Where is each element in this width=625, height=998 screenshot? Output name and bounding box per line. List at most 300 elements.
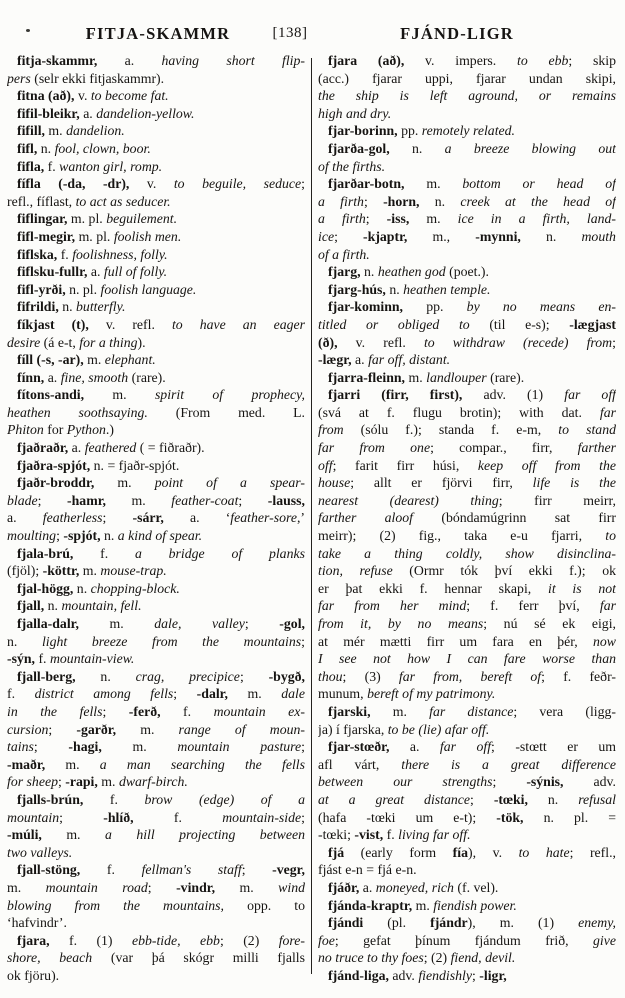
text-run: brow (edge) of a [144,791,305,807]
text-run: thou [318,668,343,684]
text-run: no truce to thy foes [318,950,424,966]
text-run: mountain-side [222,809,302,825]
text-run: n. [411,140,445,156]
text-run: dandelion-yellow. [96,105,195,121]
dictionary-line [318,809,616,827]
text-run: give [593,932,616,948]
text-run: m. [87,352,105,368]
dictionary-line [7,351,305,369]
text-run: crag, precipice [135,668,240,684]
text-run: fíkjast (t), [17,316,106,332]
dictionary-line [318,791,616,809]
text-run: ; [239,668,269,684]
text-run: m. [66,827,105,843]
text-run: f. [7,686,35,702]
text-run: m. [392,703,430,719]
text-run: m. [426,176,463,192]
text-run: dandelion. [66,123,125,139]
text-run: fore- [278,932,305,948]
dictionary-line [318,597,616,615]
text-run: f. [100,545,135,561]
text-run: fiflsku-fullr, [17,264,91,280]
text-run: n. [547,791,579,807]
text-run: fjara, [17,932,69,948]
text-run: ; firr meirr, [498,492,616,508]
text-run: of the firths. [318,158,386,174]
dictionary-line [7,105,305,123]
text-run: -horn, [383,193,435,209]
text-run: adv. (1) [483,387,565,403]
text-run: nearest (dearest) thing [318,492,499,508]
text-run: tains [7,739,34,755]
dictionary-line [7,439,305,457]
text-run: -hlíð, [103,809,174,825]
text-run: n. pl. [69,281,101,297]
text-run: there is a great difference [401,756,616,772]
text-run: of a firth. [318,246,370,262]
text-run: ; [48,721,77,737]
text-run: f. [386,827,399,843]
text-run: -tœki; [318,827,355,843]
text-run: to withdraw (recede) from [423,334,613,350]
text-run: n. = fjaðr-spjót. [93,457,180,473]
text-run: opp. to [247,897,305,913]
dictionary-line [318,87,616,105]
text-run: (From med. L. [175,404,305,420]
dictionary-line [7,844,305,862]
text-run: a. [71,440,85,456]
text-run: -bygð, [268,668,305,684]
dictionary-line [7,316,305,334]
text-run: fjarg, [328,264,365,280]
text-run: mountain ex- [213,703,305,719]
text-run: n. [76,580,91,596]
text-run: range of moun- [178,721,305,737]
text-run: -dalr, [196,686,248,702]
text-run: meirr); (2) fig., taka e-u fjarri, [318,528,606,544]
text-run: fifil-bleikr, [17,105,84,121]
dictionary-line [318,685,616,703]
text-run: dale, valley [154,616,245,631]
dictionary-line [7,738,305,756]
text-run: desire [7,334,44,350]
text-run: m. [65,756,100,772]
dictionary-line [318,826,616,844]
text-run: ). [137,334,146,350]
text-run: -vegr, [272,862,305,878]
text-run: v. [146,176,174,192]
dictionary-line [318,756,616,774]
text-run: m. pl. [78,228,114,244]
text-run: bottom or head of [462,176,616,192]
text-run: a. [7,510,43,526]
text-run: remotely related. [421,123,516,139]
text-run: fellman's staff [141,862,242,878]
text-run: (fjöl); [7,563,43,579]
text-run: wind [278,879,305,895]
running-head-left: FITJA-SKAMMR [85,24,231,43]
text-run: fjal-högg, [17,580,77,596]
dictionary-line [7,175,305,193]
text-run: -tœki, [493,791,548,807]
text-run: n. [364,264,378,280]
text-run: bereft of my patrimony. [367,686,496,702]
dictionary-line [318,844,616,862]
text-run: elephant. [104,352,156,368]
text-run: to [605,528,616,544]
text-run: ; [33,739,69,755]
page-header [0,0,625,52]
text-run: keep off from the [477,457,616,473]
text-run: fjándi [328,915,388,931]
text-run: a. [124,53,162,68]
text-run: to be (lie) afar off. [387,721,490,737]
text-run: -vindr, [176,879,240,895]
text-run: fiend, devil. [450,950,516,966]
text-run: take a thing coldly, show disinclina- [318,545,616,561]
text-run: feathered [84,440,140,456]
text-run: pp. [401,123,422,139]
text-run: blade [7,492,38,508]
dictionary-line [318,527,616,545]
text-run: beguilement. [106,211,178,227]
dictionary-line [7,527,305,545]
text-run: -sýnis, [526,774,594,790]
text-run: m. [101,774,119,790]
text-run: far distance [429,703,514,719]
text-run: a. [83,105,97,121]
dictionary-line [318,721,616,739]
text-run: titled or obliged to [318,316,490,332]
text-run: ; vera (ligg- [513,703,616,719]
text-run: (selr ekki fitjaskammr). [34,70,165,86]
text-run: ; [173,686,197,702]
text-run: fjall-stöng, [17,862,107,878]
dictionary-line [318,932,616,950]
column-right [318,52,616,984]
text-run: ja) í fjarska, [318,721,388,737]
dictionary-line [318,404,616,422]
dictionary-line [7,421,305,439]
dictionary-line [7,809,305,827]
text-run: fínn, [17,369,48,385]
text-run: light breeze from the mountains [41,633,302,649]
text-run: n. [389,281,404,297]
text-run: fiflska, [17,246,61,262]
text-run: fine, smooth [60,369,132,385]
text-run: fjaðra-spjót, [17,457,94,473]
text-run: m. [132,739,178,755]
text-run: ; refl., [569,844,616,860]
text-run: blowing from the mountains, [7,897,248,913]
dictionary-line [7,685,305,703]
dictionary-line [7,457,305,475]
text-run: fifl, [17,140,41,156]
text-run: feather-sore [230,510,297,526]
text-run: ice [318,228,335,244]
text-run: butterfly. [76,299,126,315]
text-run: to have an eager [171,316,305,332]
text-run: enemy, [578,915,616,931]
text-run: far from one [318,440,431,456]
text-run: foolish men. [113,228,182,244]
text-run: fjarri (firr, first), [328,387,484,403]
text-run: m. [109,616,155,631]
text-run: fiendish power. [433,897,517,913]
text-run: it is not [547,580,616,596]
text-run: ; [334,228,364,244]
text-run: m. [112,387,155,403]
text-run: ; allt er fjörvi firr, [350,475,533,491]
text-run: fjall, [17,598,48,614]
text-run: a hill projecting between [104,827,305,843]
text-run: fjalla-dalr, [17,616,110,631]
text-run: ( = fiðraðr). [139,440,205,456]
text-run: ; (3) [342,668,399,684]
running-head-right: FJÁND-LIGR [400,24,514,43]
column-divider-line [311,58,312,974]
dictionary-line [7,703,305,721]
dictionary-line [318,193,616,211]
text-run: fífla (-da, -dr), [17,176,147,192]
dictionary-line [7,298,305,316]
text-run: fjarski, [328,703,393,719]
text-run: far off [564,387,616,403]
text-run: mountain road [45,879,148,895]
text-run: between our strengths [318,774,493,790]
dictionary-line [318,421,616,439]
text-run: m. [247,686,282,702]
text-run: tion, refuse [318,563,410,579]
text-run: n. [7,633,42,649]
text-run: ice in a firth, land- [457,211,616,227]
text-run: wanton girl, romp. [59,158,163,174]
dictionary-line [318,580,616,598]
text-run: a man searching the fells [99,756,305,772]
text-run: far from her mind [318,598,467,614]
text-run: ; [301,633,305,649]
dictionary-line [7,615,305,633]
text-run: (rare). [490,369,525,385]
text-run: in the fells [7,703,103,719]
text-run: Python [66,422,106,438]
dictionary-line [7,386,305,404]
dictionary-line [318,52,616,70]
text-run: -garðr, [76,721,141,737]
text-run: ; [471,967,480,983]
text-run: -kjaptr, [363,228,433,244]
column-left [7,52,305,984]
dictionary-line [318,545,616,563]
text-run: fjánda-kraptr, [328,897,416,913]
dictionary-line [318,668,616,686]
text-run: fifl-yrði, [17,281,70,297]
text-run: fjást e-n = fjá e-n. [318,862,417,878]
text-run: ok fjöru). [7,967,60,983]
text-columns [0,52,625,984]
text-run: (á e-t, [43,334,80,350]
text-run: fjaðr-broddr, [17,475,118,491]
text-run: heathen temple. [403,281,491,297]
dictionary-line [318,439,616,457]
text-run: life is the [532,475,616,491]
text-run: moulting [7,528,57,544]
text-run: district among fells [34,686,174,702]
text-run: m. [82,563,101,579]
text-run: -lægjast [569,316,616,332]
text-run: f. (1) [68,932,132,948]
dictionary-line [318,949,616,967]
text-run: a. [90,264,104,280]
text-run: fjánd-liga, [328,967,393,983]
text-run: for [47,422,67,438]
text-run: a. [362,879,376,895]
dictionary-line [7,210,305,228]
text-run: fjá [328,844,361,860]
text-run: to become fat. [90,88,169,104]
text-run: from [318,422,361,438]
text-run: far [599,404,616,420]
dictionary-line [318,879,616,897]
text-run: to act as seducer. [75,193,171,209]
dictionary-line [7,281,305,299]
text-run: fía [452,844,468,860]
dictionary-line [318,298,616,316]
dictionary-line [318,158,616,176]
text-run: f. [173,809,223,825]
text-run: (rare). [131,369,166,385]
dictionary-line [318,316,616,334]
text-run: ; [363,193,384,209]
dictionary-line [7,650,305,668]
text-run: moneyed, rich [375,879,458,895]
text-run: heathen soothsaying. [7,404,176,420]
text-run: -ligr, [479,967,507,983]
text-run: n. [47,598,62,614]
text-run: two valleys. [7,844,73,860]
text-run: adv. [392,967,419,983]
dictionary-line [7,914,305,932]
dictionary-line [7,932,305,950]
text-run: ; [470,791,494,807]
text-run: -maðr, [7,756,66,772]
text-run: .) [105,422,114,438]
text-run: (Ormr tók því ekki f.); ok [409,563,616,579]
text-run: mountain-view. [49,651,135,667]
text-run: (bóndamúgrinn sat firr [441,510,616,526]
dictionary-line [318,386,616,404]
dictionary-line [318,861,616,879]
dictionary-line [7,509,305,527]
text-run: m. [415,897,434,913]
text-run: ; farit firr húsi, [332,457,478,473]
dictionary-line [7,228,305,246]
text-run: m. [140,721,179,737]
dictionary-line [7,791,305,809]
text-run: ; [244,616,280,631]
dictionary-line [318,703,616,721]
text-run: ), v. [468,844,519,860]
dictionary-line [7,861,305,879]
text-run: fiendishly [418,967,472,983]
text-run: now [593,633,616,649]
text-run: mountain pasture [177,739,302,755]
dictionary-line [318,967,616,985]
text-run: ; [57,774,66,790]
text-run: mouth [581,228,616,244]
text-run: the ship is left aground, or remains [318,88,616,104]
dictionary-line [318,509,616,527]
text-run: mountain, fell. [61,598,142,614]
text-run: m. pl. [70,211,107,227]
text-run: -hagi, [68,739,133,755]
text-run: shore, beach [7,950,111,966]
text-run: I see not how I can fare worse than [318,651,616,667]
text-run: ), m. (1) [467,915,579,931]
text-run: fjándr [430,915,468,931]
dictionary-line [7,263,305,281]
page-number: [138] [272,25,308,41]
text-run: at mér mætti firr um fara en þér, [318,633,593,649]
text-run: f. [60,246,73,262]
text-run: fitna (að), [17,88,78,104]
text-run: a breeze blowing out [444,140,616,156]
dictionary-line [318,914,616,932]
text-run: ; nú sé ek eigi, [483,616,616,631]
text-run: refusal [578,791,616,807]
text-run: house [318,475,351,491]
text-run: ; skip [568,53,616,68]
text-run: fjar-kominn, [328,299,427,315]
text-run: -sárr, [132,510,190,526]
text-run: ,’ [296,510,305,526]
dictionary-line [318,650,616,668]
text-run: ; [301,809,305,825]
text-run: landlouper [426,369,491,385]
text-run: f. [109,791,145,807]
text-run: ; [59,809,104,825]
dictionary-line [7,633,305,651]
text-run: farther [577,440,616,456]
text-run: f. [183,703,214,719]
text-run: (var þá skógr milli fjalls [110,950,305,966]
text-run: off [318,457,333,473]
text-run: v. [77,88,91,104]
text-run: a. [355,352,369,368]
dictionary-line [318,70,616,88]
text-run: n. pl. = [543,809,616,825]
dictionary-line [318,122,616,140]
dictionary-line [318,246,616,264]
text-run: fjar-stœðr, [328,739,410,755]
dictionary-line [7,404,305,422]
dictionary-line [318,281,616,299]
dictionary-line [7,474,305,492]
dictionary-line [7,369,305,387]
dictionary-line [318,773,616,791]
text-run: chopping-block. [90,580,180,596]
text-run: fjar-borinn, [328,123,402,139]
text-run: mountain [7,809,60,825]
text-run: f. [47,158,60,174]
text-run: (acc.) fjarar uppi, fjarar undan skipi, [318,70,616,86]
text-run: fitja-skammr, [17,53,125,68]
text-run: ; f. feðr- [541,668,616,684]
text-run: -lauss, [267,492,305,508]
text-run: ; (2) [219,932,279,948]
text-run: far off, distant. [368,352,451,368]
text-run: m. [131,492,172,508]
